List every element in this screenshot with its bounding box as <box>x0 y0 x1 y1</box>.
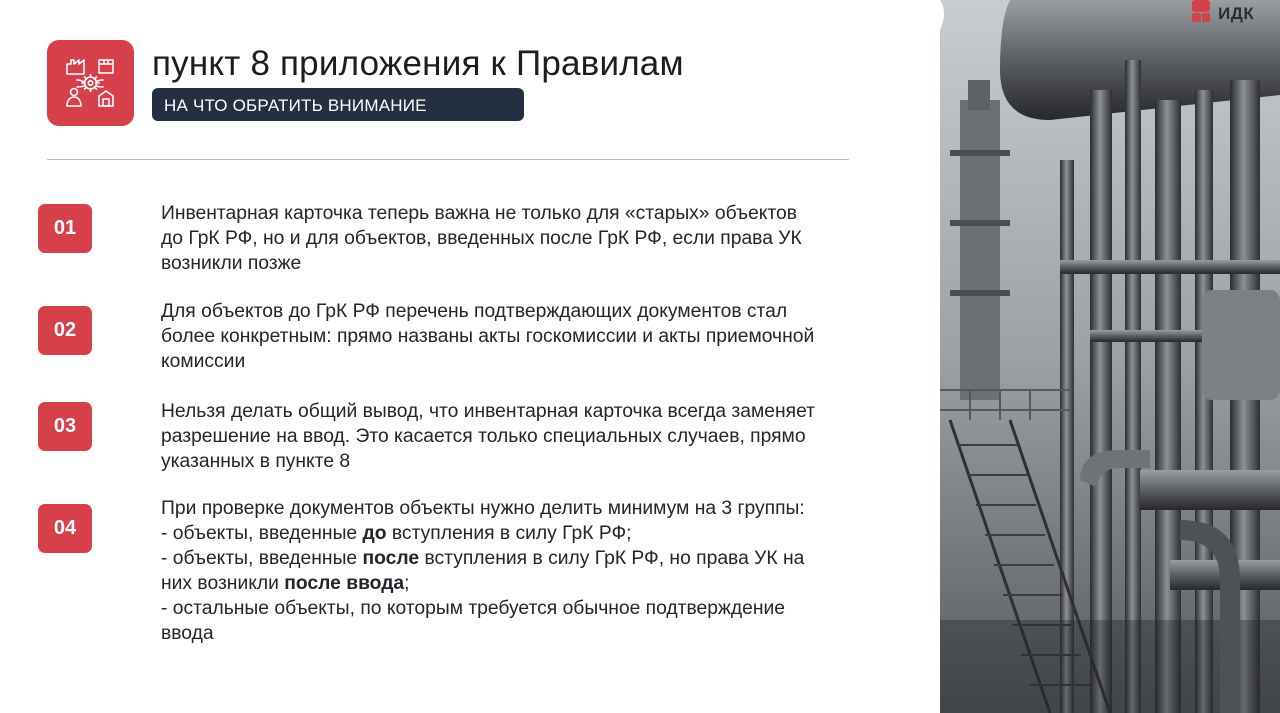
item-line: разрешение на ввод. Это касается только специальных случаев, прямо <box>161 426 806 447</box>
brand-logo <box>1160 0 1280 40</box>
item-text <box>161 399 921 474</box>
item-line: Нельзя делать общий вывод, что инвентарная карточка всегда заменяет <box>161 401 815 422</box>
brand-name: ИДК <box>1218 4 1255 23</box>
idk-logo-icon <box>1190 0 1212 24</box>
subtitle-pill: НА ЧТО ОБРАТИТЬ ВНИМАНИЕ <box>152 88 524 121</box>
item-line: более конкретным: прямо названы акты госкомиссии и акты приемочной <box>161 326 815 347</box>
industrial-pipes-photo <box>940 0 1280 713</box>
building-people-gear-icon <box>47 40 134 126</box>
section-logo-tile <box>47 40 134 126</box>
item-line: комиссии <box>161 351 246 372</box>
emphasis: после ввода <box>284 573 405 594</box>
item-line: возникли позже <box>161 253 302 274</box>
item-number-badge: 02 <box>38 306 92 355</box>
item-line: - объекты, введенные после вступления в силу ГрК РФ, но права УК на <box>161 548 805 569</box>
item-line: При проверке документов объекты нужно делить минимум на 3 группы: <box>161 498 805 519</box>
item-line: указанных в пункте 8 <box>161 451 351 472</box>
item-line: до ГрК РФ, но и для объектов, введенных после ГрК РФ, если права УК <box>161 228 802 249</box>
item-text <box>161 201 921 276</box>
item-number-badge: 01 <box>38 204 92 253</box>
page-title: пункт 8 приложения к Правилам <box>152 44 684 83</box>
item-text <box>161 496 921 646</box>
item-text <box>161 299 921 374</box>
item-line: Инвентарная карточка теперь важна не только для «старых» объектов <box>161 203 798 224</box>
header-divider <box>47 159 849 160</box>
item-number-badge: 03 <box>38 402 92 451</box>
item-line: Для объектов до ГрК РФ перечень подтверждающих документов стал <box>161 301 788 322</box>
item-line: них возникли после ввода; <box>161 573 410 594</box>
item-line: - объекты, введенные до вступления в силу ГрК РФ; <box>161 523 632 544</box>
item-line: - остальные объекты, по которым требуется обычное подтверждение <box>161 598 785 619</box>
emphasis: после <box>362 548 420 569</box>
item-line: ввода <box>161 623 214 644</box>
item-number-badge: 04 <box>38 504 92 553</box>
emphasis: до <box>362 523 387 544</box>
